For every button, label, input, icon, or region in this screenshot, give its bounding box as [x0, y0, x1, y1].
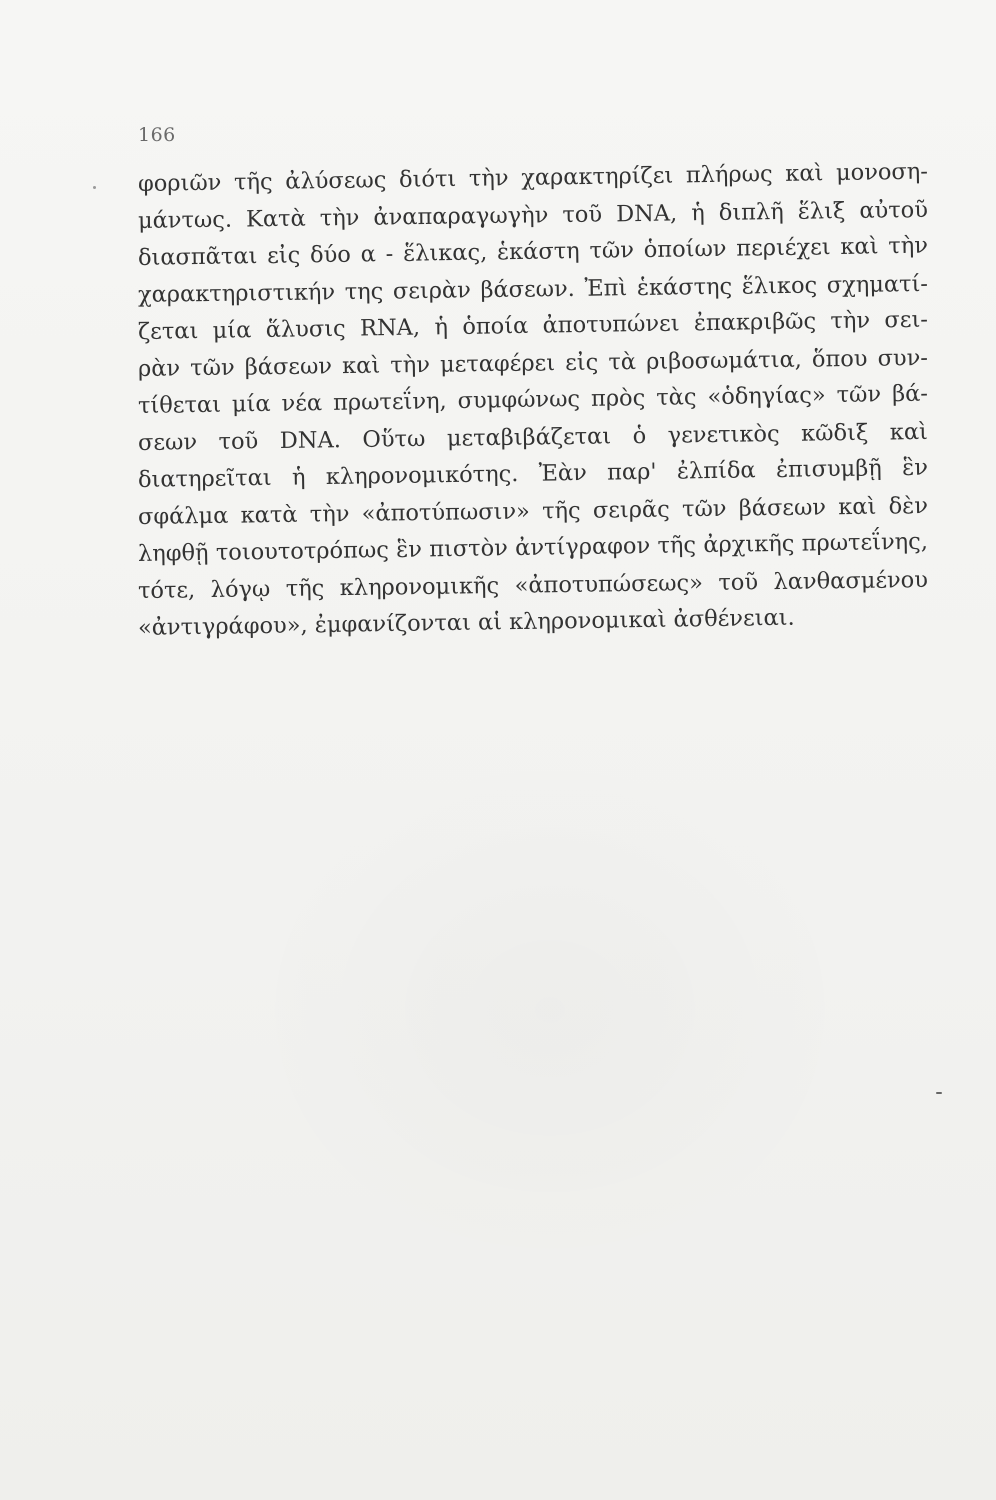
- text-line: φοριῶν τῆς ἀλύσεως διότι τὴν χαρακτηρίζει πλήρως καὶ μονοση-: [137, 158, 929, 197]
- text-line: μάντως. Κατὰ τὴν ἀναπαραγωγὴν τοῦ DNA, ἡ διπλῆ ἕλιξ αὐτοῦ: [137, 196, 929, 234]
- text-line: ληφθῇ τοιουτοτρόπως ἓν πιστὸν ἀντίγραφον τῆς ἀρχικῆς πρωτεΐνης,: [137, 528, 929, 567]
- text-line: τότε, λόγῳ τῆς κληρονομικῆς «ἀποτυπώσεως» τοῦ λανθασμένου: [137, 566, 929, 604]
- text-line: χαρακτηριστικήν της σειρὰν βάσεων. Ἐπὶ ἑκάστης ἕλικος σχηματί-: [137, 270, 929, 308]
- text-line: «ἀντιγράφου», ἐμφανίζονται αἱ κληρονομικαὶ ἀσθένειαι.: [137, 604, 795, 641]
- page-number: 166: [138, 124, 176, 146]
- paper-show-through: [240, 740, 860, 1280]
- text-line: σφάλμα κατὰ τὴν «ἀποτύπωσιν» τῆς σειρᾶς τῶν βάσεων καὶ δὲν: [137, 492, 929, 530]
- paper-speck: [936, 1092, 942, 1094]
- text-line: ρὰν τῶν βάσεων καὶ τὴν μεταφέρει εἰς τὰ ριβοσωμάτια, ὅπου συν-: [137, 344, 929, 382]
- body-paragraph: [137, 158, 929, 647]
- text-line: διασπᾶται εἰς δύο α - ἕλικας, ἑκάστη τῶν ὁποίων περιέχει καὶ τὴν: [137, 232, 929, 271]
- text-line: ζεται μία ἅλυσις RNA, ἡ ὁποία ἀποτυπώνει ἐπακριβῶς τὴν σει-: [137, 306, 929, 345]
- paper-speck: [93, 186, 96, 189]
- text-line: διατηρεῖται ἡ κληρονομικότης. Ἐὰν παρ' ἐλπίδα ἐπισυμβῇ ἓν: [137, 454, 929, 493]
- text-line: τίθεται μία νέα πρωτεΐνη, συμφώνως πρὸς τὰς «ὁδηγίας» τῶν βά-: [137, 380, 929, 419]
- text-line: σεων τοῦ DNA. Οὕτω μεταβιβάζεται ὁ γενετικὸς κῶδιξ καὶ: [137, 418, 929, 456]
